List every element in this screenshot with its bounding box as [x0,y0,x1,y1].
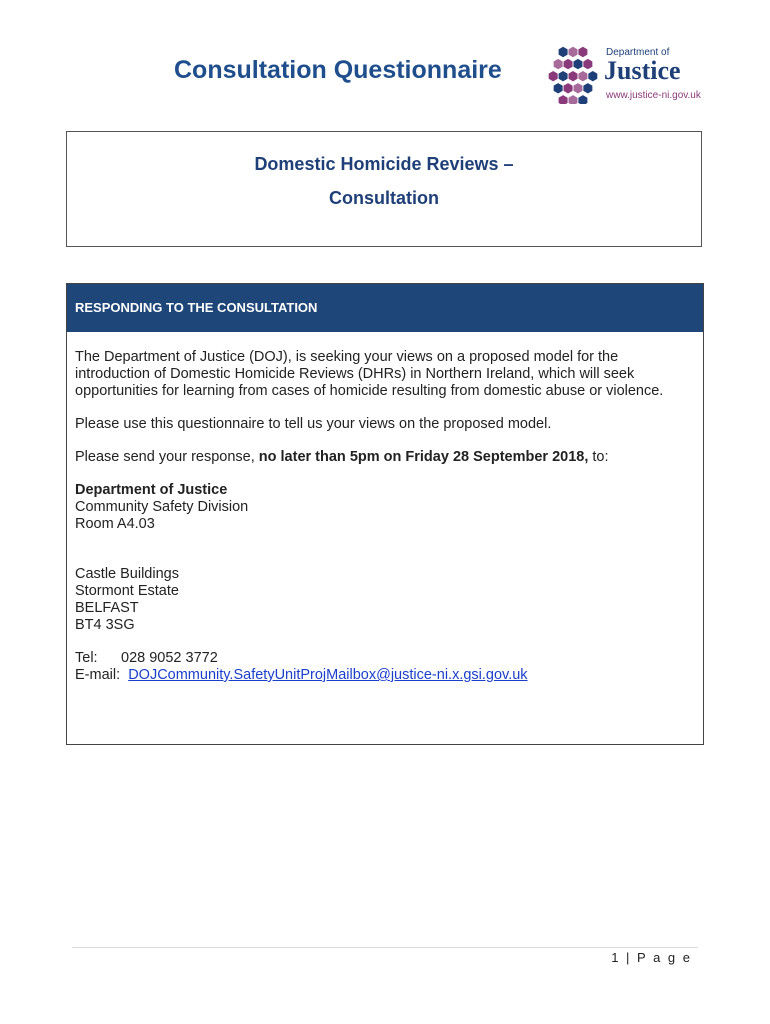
email-link[interactable]: DOJCommunity.SafetyUnitProjMailbox@justice-ni.x.gsi.gov.uk [128,667,528,683]
logo-hexagon [549,71,558,81]
logo-hexagon [554,83,563,93]
email-label: E-mail: [75,667,121,683]
intro-paragraph: The Department of Justice (DOJ), is seeking your views on a proposed model for the introduction of Domestic Homicide Reviews (DHRs) in Northern Ireland, which will seek opportunities for learning from cases of homicide resulting from domestic abuse or violence. [75,349,664,399]
telephone-label: Tel: [75,650,98,666]
logo-hexagon [573,83,582,93]
telephone-row [75,650,695,667]
logo-hexagon [559,71,568,81]
page-number: 1 | P a g e [611,950,692,965]
footer-divider [72,947,698,948]
consultation-title-box [66,131,702,247]
hexagon-cluster-logo-icon [544,46,602,104]
email-row [75,667,695,684]
address-line: BELFAST [75,600,139,616]
logo-hexagon [569,71,578,81]
consultation-title-line-2: Consultation [329,188,439,208]
logo-justice-text: Justice [604,56,681,85]
logo-hexagon [578,95,587,104]
address-line: Community Safety Division [75,499,249,515]
deadline-date: no later than 5pm on Friday 28 September 2018, [258,449,589,465]
logo-hexagon [573,59,582,69]
responding-section-body [67,332,703,684]
responding-section-header: RESPONDING TO THE CONSULTATION [67,284,703,332]
logo-hexagon [588,71,597,81]
consultation-title-line-1: Domestic Homicide Reviews – [254,154,514,174]
deadline-prefix: Please send your response, [75,449,259,465]
address-line: BT4 3SG [75,617,135,633]
logo-hexagon [559,95,568,104]
logo-hexagon [583,83,592,93]
logo-hexagon [583,59,592,69]
questionnaire-paragraph: Please use this questionnaire to tell us your views on the proposed model. [75,416,552,432]
logo-hexagon [559,47,568,57]
address-line: Stormont Estate [75,583,179,599]
logo-hexagon [569,47,578,57]
logo-hexagon [569,95,578,104]
deadline-paragraph [75,449,695,466]
deadline-suffix: to: [588,449,609,465]
logo-hexagon [554,59,563,69]
logo-hexagon [564,83,573,93]
address-line: Castle Buildings [75,566,179,582]
page-title: Consultation Questionnaire [174,56,502,84]
logo-hexagon [578,71,587,81]
address-line: Room A4.03 [75,516,155,532]
responding-section [66,283,704,745]
logo-hexagon [564,59,573,69]
logo-hexagon [578,47,587,57]
telephone-value: 028 9052 3772 [121,650,218,666]
address-org: Department of Justice [75,482,228,498]
logo-url-text: www.justice-ni.gov.uk [606,90,701,101]
logo-department-text: Department of [606,47,670,58]
department-logo [544,44,714,106]
